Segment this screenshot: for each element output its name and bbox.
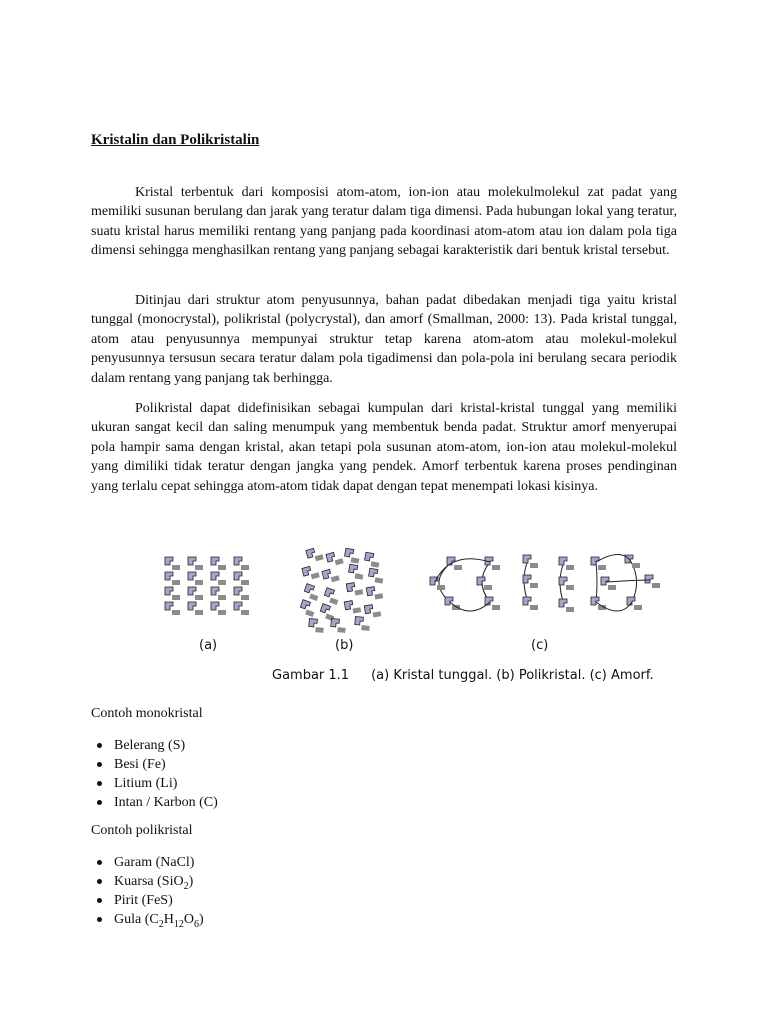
crystal-tile-c [430, 577, 445, 590]
figure-caption-text: (a) Kristal tunggal. (b) Polikristal. (c) Amorf. [371, 668, 654, 683]
crystal-tile-b [319, 604, 338, 621]
crystal-tile-a [234, 572, 249, 585]
list-item: Gula $(C_2H_{12}O_6)$ [104, 910, 204, 929]
paragraph-2: Ditinjau dari struktur atom penyusunnya, bahan padat dibedakan menjadi tiga yaitu kristal tunggal (monocrystal), polikristal (polycrystal), dan amorf (Smallman, 2000: 13). Pada kristal tunggal, atom atau penyusunnya mempunyai struktur tetap karena atom-atom atau molekul-molekul penyusunnya tersusun secara teratur dalam pola tigadimensi dan pola-pola ini berulang secara periodik dalam rentang yang panjang tak berhingga. [91, 293, 677, 386]
monocrystal-examples-label: Contoh monokristal [91, 706, 203, 721]
crystal-tile-a [234, 587, 249, 600]
crystal-tile-a [211, 602, 226, 615]
crystal-tile-b [344, 599, 361, 614]
crystal-structure-illustration [150, 540, 690, 640]
paragraph-3: Polikristal dapat didefinisikan sebagai kumpulan dari kristal-kristal tunggal yang memiliki ukuran sangat kecil dan saling menumpuk yang membentuk benda padat. Struktur amorf menyerupai pola hampir sama dengan kristal, akan tetapi pola susunan atom-atom, ion-ion atau molekul-molekul yang dimiliki tidak teratur dengan jangka yang pendek. Amorf terbentuk karena proses pendinginan yang terlalu cepat sehingga atom-atom tidak dapat dengan tepat menempati lokasi kisinya. [91, 401, 677, 494]
crystal-tile-c [477, 577, 492, 590]
crystal-tile-b [368, 568, 385, 583]
crystal-tile-b [344, 548, 361, 563]
crystal-tile-b [348, 564, 365, 579]
paragraph-1: Kristal terbentuk dari komposisi atom-atom, ion-ion atau molekulmolekul zat padat yang memiliki susunan berulang dan jarak yang teratur dalam tiga dimensi. Pada hubungan lokal yang teratur, suatu kristal harus memiliki rentang yang panjang pada koordinasi atom-atom atau ion dalam pola tiga dimensi sehingga menghasilkan rentang yang panjang sebagai karakteristik dari bentuk kristal tersebut. [91, 185, 677, 259]
list-item: Besi (Fe) [104, 755, 218, 774]
crystal-tile-a [188, 602, 203, 615]
crystal-tile-b [330, 619, 346, 633]
crystal-tile-a [165, 557, 180, 570]
crystal-tile-c [601, 577, 616, 590]
crystal-tile-a [188, 587, 203, 600]
crystal-tile-a [165, 602, 180, 615]
crystal-tile-c [559, 577, 574, 590]
crystal-tile-b [308, 619, 324, 633]
crystal-tile-a [211, 557, 226, 570]
crystal-tile-c [559, 557, 574, 570]
crystal-tile-c [627, 597, 642, 610]
crystal-tile-b [323, 588, 342, 605]
crystal-tile-c [485, 597, 500, 610]
crystal-tile-a [188, 572, 203, 585]
list-item: Garam (NaCl) [104, 853, 204, 872]
crystal-tile-c [591, 557, 606, 570]
crystal-tile-c [523, 575, 538, 588]
crystal-tile-b [346, 581, 363, 596]
crystal-tile-b [302, 565, 320, 581]
crystal-tile-b [366, 585, 383, 600]
crystal-tile-a [211, 587, 226, 600]
crystal-tile-a [165, 572, 180, 585]
crystal-tile-a [165, 587, 180, 600]
crystal-tile-c [485, 557, 500, 570]
crystal-tile-b [354, 617, 370, 631]
crystal-tile-b [322, 568, 340, 584]
crystal-tile-c [523, 555, 538, 568]
list-item: Litium (Li) [104, 774, 218, 793]
crystal-tile-b [364, 603, 381, 618]
figure-label-a: (a) [199, 638, 218, 653]
crystal-tile-c [447, 557, 462, 570]
crystal-tile-a [211, 572, 226, 585]
figure-caption [272, 668, 654, 683]
figure-caption-number: Gambar 1.1 [272, 668, 350, 683]
crystal-tile-a [234, 557, 249, 570]
crystal-tile-b [364, 552, 381, 567]
crystal-tile-c [645, 575, 660, 588]
crystal-tile-b [326, 551, 344, 567]
list-item: Intan / Karbon (C) [104, 793, 218, 812]
monocrystal-examples-list [86, 736, 218, 812]
figure-label-b: (b) [335, 638, 354, 653]
crystal-tile-b [303, 584, 322, 601]
list-item: Pirit (FeS) [104, 891, 204, 910]
crystal-tile-b [299, 600, 318, 617]
crystal-tile-c [559, 599, 574, 612]
crystal-tile-a [188, 557, 203, 570]
document-title: Kristalin dan Polikristalin [91, 132, 260, 148]
crystal-tile-a [234, 602, 249, 615]
polycrystal-examples-list [86, 853, 204, 929]
list-item: Belerang (S) [104, 736, 218, 755]
figure-label-c: (c) [531, 638, 549, 653]
list-item: Kuarsa (SiO$_2$) [104, 872, 204, 891]
polycrystal-examples-label: Contoh polikristal [91, 823, 193, 838]
crystal-tile-b [306, 547, 324, 563]
crystal-tile-c [523, 597, 538, 610]
